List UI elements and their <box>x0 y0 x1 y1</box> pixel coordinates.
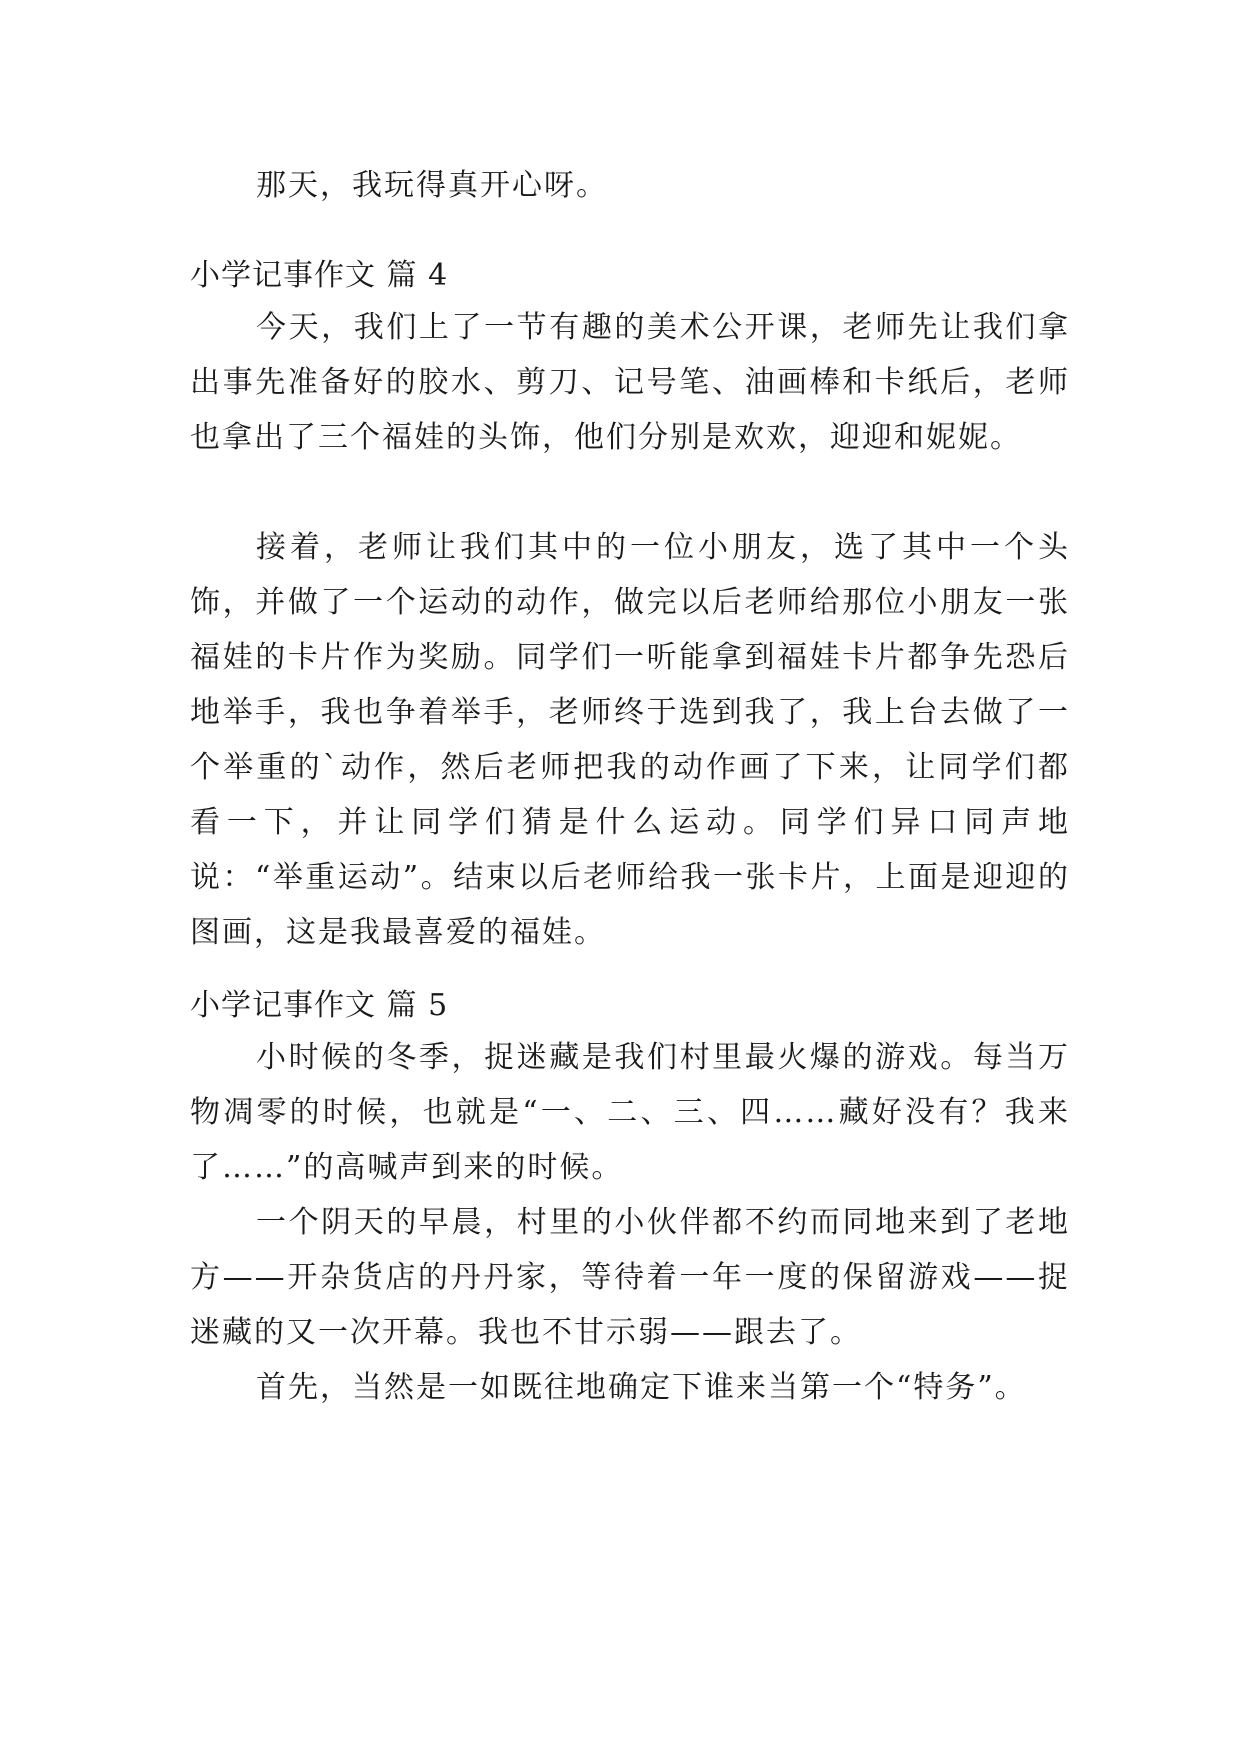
paragraph-5-3: 首先，当然是一如既往地确定下谁来当第一个“特务”。 <box>256 1370 1027 1405</box>
paragraph-4-2: 接着，老师让我们其中的一位小朋友，选了其中一个头饰，并做了一个运动的动作，做完以后老师给那位小朋友一张福娃的卡片作为奖励。同学们一听能拿到福娃卡片都争先恐后地举手，我也争着举手，老师终于选到我了，我上台去做了一个举重的`动作，然后老师把我的动作画了下来，让同学们都看一下，并让同学们猜是什么运动。同学们异口同声地说：“举重运动”。结束以后老师给我一张卡片，上面是迎迎的图画，这是我最喜爱的福娃。 <box>190 530 1070 950</box>
paragraph-5-2: 一个阴天的早晨，村里的小伙伴都不约而同地来到了老地方——开杂货店的丹丹家，等待着一年一度的保留游戏——捉迷藏的又一次开幕。我也不甘示弱——跟去了。 <box>190 1205 1070 1350</box>
section-heading-5: 小学记事作文 篇 5 <box>190 988 449 1023</box>
paragraph-closing: 那天，我玩得真开心呀。 <box>256 168 608 203</box>
paragraph-4-1: 今天，我们上了一节有趣的美术公开课，老师先让我们拿出事先准备好的胶水、剪刀、记号笔、油画棒和卡纸后，老师也拿出了三个福娃的头饰，他们分别是欢欢，迎迎和妮妮。 <box>190 310 1070 455</box>
section-heading-4: 小学记事作文 篇 4 <box>190 258 449 293</box>
paragraph-5-1: 小时候的冬季，捉迷藏是我们村里最火爆的游戏。每当万物凋零的时候，也就是“一、二、三、四……藏好没有？我来了……”的高喊声到来的时候。 <box>190 1040 1070 1185</box>
